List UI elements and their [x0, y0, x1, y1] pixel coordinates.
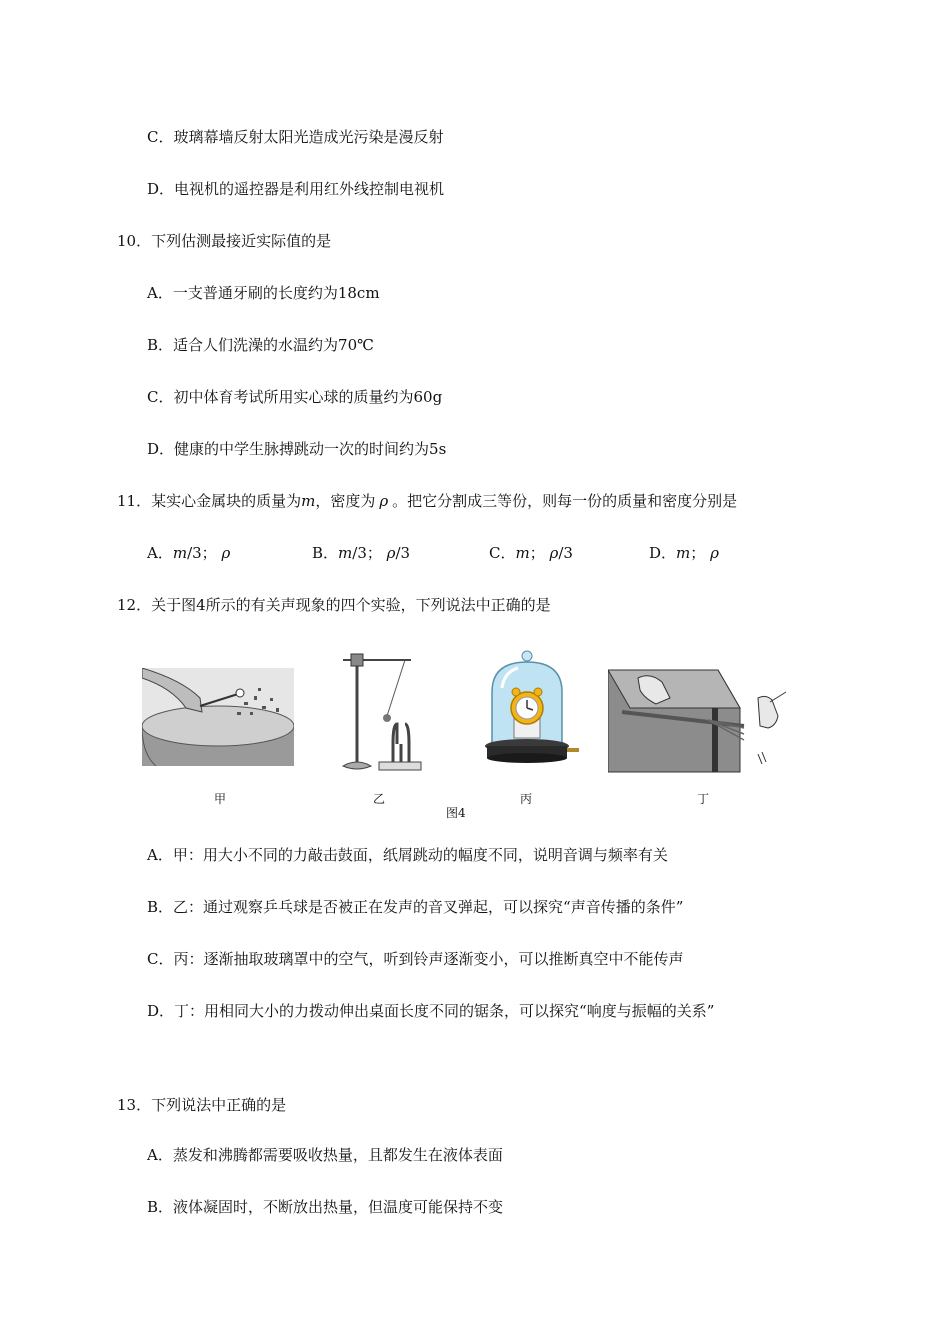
q11-option-d	[649, 543, 719, 563]
q13-option-b: B．液体凝固时，不断放出热量，但温度可能保持不变	[147, 1198, 504, 1216]
q11-stem-text-c: 。把它分割成三等份，则每一份的质量和密度分别是	[392, 492, 738, 510]
q11-option-b	[312, 543, 410, 563]
figure-label-ding: 丁	[697, 792, 710, 806]
q11-option-b-label: B．	[312, 544, 339, 562]
q11-option-d-sep: ；	[690, 544, 706, 562]
q11-option-b-sep: /3；	[352, 544, 382, 562]
saw-blade-experiment-illustration	[608, 668, 798, 774]
q11-option-c-density: ρ	[549, 544, 559, 562]
q11-stem-text-b: ，密度为	[315, 492, 376, 510]
q10-option-b: B．适合人们洗澡的水温约为70℃	[147, 336, 374, 354]
q11-option-c-label: C．	[489, 544, 516, 562]
q10-option-a: A．一支普通牙刷的长度约为18cm	[147, 284, 380, 302]
q10-stem: 10．下列估测最接近实际值的是	[117, 232, 332, 250]
q11-option-b-tail: /3	[395, 544, 411, 562]
q11-option-b-density: ρ	[386, 544, 396, 562]
q11-stem-density-symbol: ρ	[379, 492, 389, 510]
q11-option-a-sep: /3；	[187, 544, 217, 562]
q11-option-a-density: ρ	[221, 544, 231, 562]
q11-option-c-mass: m	[515, 544, 530, 562]
tuning-fork-experiment-illustration	[335, 648, 425, 774]
q10-option-d: D．健康的中学生脉搏跳动一次的时间约为5s	[147, 440, 447, 458]
q12-stem: 12．关于图4所示的有关声现象的四个实验，下列说法中正确的是	[117, 596, 551, 614]
q11-option-c	[489, 543, 573, 563]
q12-option-d: D．丁：用相同大小的力拨动伸出桌面长度不同的锯条，可以探究“响度与振幅的关系”	[147, 1002, 715, 1020]
q11-option-b-mass: m	[338, 544, 353, 562]
figure-label-yi: 乙	[373, 792, 386, 806]
q11-option-a-mass: m	[172, 544, 188, 562]
bell-jar-experiment-illustration	[484, 648, 584, 770]
q9-option-c: C．玻璃幕墙反射太阳光造成光污染是漫反射	[147, 128, 444, 146]
figure-label-bing: 丙	[520, 792, 533, 806]
q11-option-d-label: D．	[649, 544, 677, 562]
drum-experiment-illustration	[142, 668, 294, 766]
q11-option-a	[147, 543, 230, 563]
q12-option-c: C．丙：逐渐抽取玻璃罩中的空气，听到铃声逐渐变小，可以推断真空中不能传声	[147, 950, 684, 968]
q11-option-c-tail: /3	[558, 544, 573, 562]
q13-option-a: A．蒸发和沸腾都需要吸收热量，且都发生在液体表面	[147, 1146, 503, 1164]
q11-stem-mass-symbol: m	[301, 492, 316, 510]
q12-option-a: A．甲：用大小不同的力敲击鼓面，纸屑跳动的幅度不同，说明音调与频率有关	[147, 846, 668, 864]
q12-option-b: B．乙：通过观察乒乓球是否被正在发声的音叉弹起，可以探究“声音传播的条件”	[147, 898, 684, 916]
q11-option-a-label: A．	[147, 544, 173, 562]
q11-stem-text-a: 11．某实心金属块的质量为	[117, 492, 302, 510]
q13-stem: 13．下列说法中正确的是	[117, 1096, 287, 1114]
q10-option-c: C．初中体育考试所用实心球的质量约为60g	[147, 388, 443, 406]
q11-stem	[117, 491, 737, 511]
q9-option-d: D．电视机的遥控器是利用红外线控制电视机	[147, 180, 445, 198]
q11-option-c-sep: ；	[529, 544, 545, 562]
q11-option-d-density: ρ	[710, 544, 719, 562]
figure-label-jia: 甲	[214, 792, 227, 806]
q11-option-d-mass: m	[676, 544, 691, 562]
figure-caption: 图4	[446, 806, 466, 820]
